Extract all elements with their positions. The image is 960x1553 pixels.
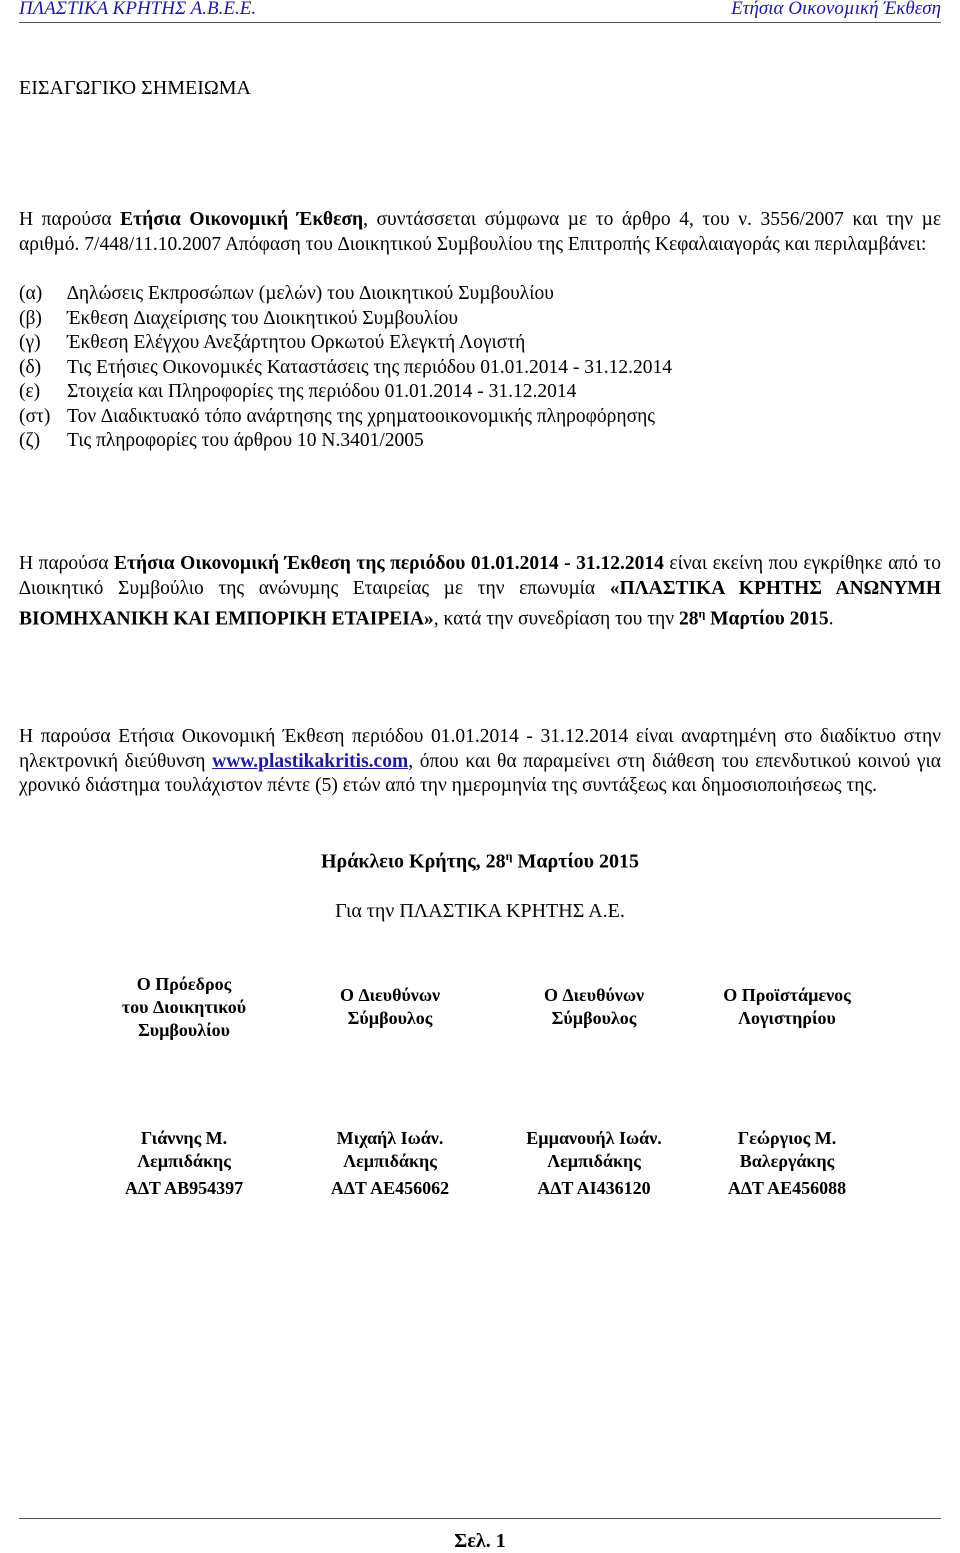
- signatory-surname: Βαλεργάκης: [739, 1151, 835, 1171]
- list-marker: (β): [19, 307, 42, 329]
- signatory-name: Γιάννης Μ.: [140, 1128, 228, 1148]
- list-marker: (α): [19, 283, 43, 304]
- approval-day-suffix: η: [698, 606, 706, 620]
- list-marker: (δ): [19, 356, 42, 378]
- approval-text-2: είναι εκείνη που εγκρίθηκε από το ∆ιοικητικό Συµβούλιο της ανώνυµης Εταιρείας µε την επωνυµία: [19, 553, 941, 599]
- posting-text-1: Η παρούσα Ετήσια Οικονοµική Έκθεση περιόδου 01.01.2014 - 31.12.2014 είναι αναρτηµένη στο διαδίκτυο στην ηλεκτρονική διεύθυνση: [19, 726, 941, 772]
- header-rule: [19, 22, 941, 23]
- approval-paragraph: [19, 552, 941, 632]
- place-date: [0, 849, 960, 874]
- list-marker: (στ): [19, 405, 51, 427]
- role-line: Ο ∆ιευθύνων: [543, 985, 645, 1005]
- header-company: ΠΛΑΣΤΙΚΑ ΚΡΗΤΗΣ Α.Β.Ε.Ε.: [19, 0, 257, 19]
- role-line: Ο Πρόεδρος: [136, 974, 232, 994]
- role-line: Σύµβουλος: [347, 1008, 433, 1028]
- approval-text-3: , κατά την συνεδρίαση του την: [433, 608, 679, 630]
- list-text: Έκθεση ∆ιαχείρισης του ∆ιοικητικού Συµβουλίου: [67, 307, 458, 329]
- role-line: Ο Προϊστάµενος: [723, 985, 851, 1005]
- posting-paragraph: [19, 725, 941, 799]
- list-text: Στοιχεία και Πληροφορίες της περιόδου 01.01.2014 - 31.12.2014: [67, 381, 577, 402]
- signatory-chairman: [74, 973, 294, 1200]
- signatory-id: Α∆Τ ΑΙ436120: [537, 1178, 651, 1198]
- signatory-name: Εµµανουήλ Ιωάν.: [526, 1128, 662, 1148]
- approval-text-1: Η παρούσα: [19, 553, 115, 574]
- role-line: Συµβουλίου: [137, 1020, 231, 1040]
- role-line: του ∆ιοικητικού: [121, 997, 247, 1017]
- list-text: Τον ∆ιαδικτυακό τόπο ανάρτησης της χρηµατοοικονοµικής πληροφόρησης: [67, 405, 656, 427]
- signatory-id: Α∆Τ ΑΒ954397: [124, 1178, 244, 1198]
- place-text: Ηράκλειο Κρήτης, 28: [320, 850, 506, 873]
- approval-bold-1: Ετήσια Οικονοµική Έκθεση της περιόδου 01.01.2014 - 31.12.2014: [114, 553, 664, 574]
- signatory-name: Γεώργιος Μ.: [737, 1128, 837, 1148]
- signatory-surname: Λεµπιδάκης: [137, 1151, 231, 1171]
- signatory-ceo-1: [280, 984, 500, 1200]
- signatory-surname: Λεµπιδάκης: [547, 1151, 641, 1171]
- approval-text-4: .: [828, 608, 834, 630]
- footer-rule: [19, 1518, 941, 1519]
- company-full-name: «ΠΛΑΣΤΙΚΑ ΚΡΗΤΗΣ ΑΝΩΝΥΜΗ ΒΙΟΜΗΧΑΝΙΚΗ ΚΑΙ ΕΜΠΟΡΙΚΗ ΕΤΑΙΡΕΙΑ»: [19, 577, 942, 630]
- posting-text-2: , όπου και θα παραµείνει στη διάθεση του επενδυτικού κοινού για χρονικό διάστηµα τουλάχιστον πέντε (5) ετών από την ηµεροµηνία της συντάξεως και δηµοσιοποιήσεως της.: [19, 750, 941, 796]
- intro-text-2: , συντάσσεται σύµφωνα µε το άρθρο 4, του ν. 3556/2007 και την µε αριθµό. 7/448/11.10.2007 Απόφαση του ∆ιοικητικού Συµβουλίου της Επιτροπής Κεφαλαιαγοράς και περιλαµβάνει:: [19, 209, 942, 255]
- list-marker: (ζ): [19, 430, 41, 451]
- website-link[interactable]: www.plastikakritis.com: [212, 750, 409, 772]
- approval-date: Μαρτίου 2015: [705, 608, 829, 630]
- role-line: Σύµβουλος: [551, 1008, 637, 1028]
- list-text: ∆ηλώσεις Εκπροσώπων (µελών) του ∆ιοικητικού Συµβουλίου: [67, 283, 554, 304]
- page-number: Σελ. 1: [454, 1530, 506, 1552]
- role-line: Λογιστηρίου: [738, 1008, 836, 1028]
- signatory-chief-accountant: [677, 984, 897, 1200]
- page-header: [19, 0, 941, 22]
- role-line: Ο ∆ιευθύνων: [339, 985, 441, 1005]
- for-company: Για την ΠΛΑΣΤΙΚΑ ΚΡΗΤΗΣ Α.Ε.: [335, 900, 625, 922]
- signatory-surname: Λεµπιδάκης: [343, 1151, 437, 1171]
- section-title: ΕΙΣΑΓΩΓΙΚΟ ΣΗΜΕΙΩΜΑ: [19, 77, 251, 99]
- intro-text-1: Η παρούσα: [19, 209, 121, 230]
- header-report-title: Ετήσια Οικονοµική Έκθεση: [731, 0, 941, 19]
- signatory-name: Μιχαήλ Ιωάν.: [336, 1128, 444, 1148]
- intro-paragraph: [19, 208, 941, 257]
- signatory-id: Α∆Τ ΑΕ456062: [330, 1178, 450, 1198]
- list-marker: (ε): [19, 381, 41, 402]
- signatory-ceo-2: [484, 984, 704, 1200]
- approval-day: 28: [678, 608, 699, 630]
- intro-bold: Ετήσια Οικονοµική Έκθεση: [120, 209, 364, 230]
- signatory-id: Α∆Τ ΑΕ456088: [727, 1178, 847, 1198]
- list-text: Έκθεση Ελέγχου Ανεξάρτητου Ορκωτού Ελεγκτή Λογιστή: [67, 332, 526, 353]
- list-marker: (γ): [19, 332, 41, 353]
- place-day-suffix: η: [505, 849, 513, 863]
- list-text: Τις πληροφορίες του άρθρου 10 Ν.3401/2005: [67, 430, 424, 451]
- place-date-text: Μαρτίου 2015: [512, 850, 640, 873]
- list-text: Τις Ετήσιες Οικονοµικές Καταστάσεις της περιόδου 01.01.2014 - 31.12.2014: [67, 356, 673, 378]
